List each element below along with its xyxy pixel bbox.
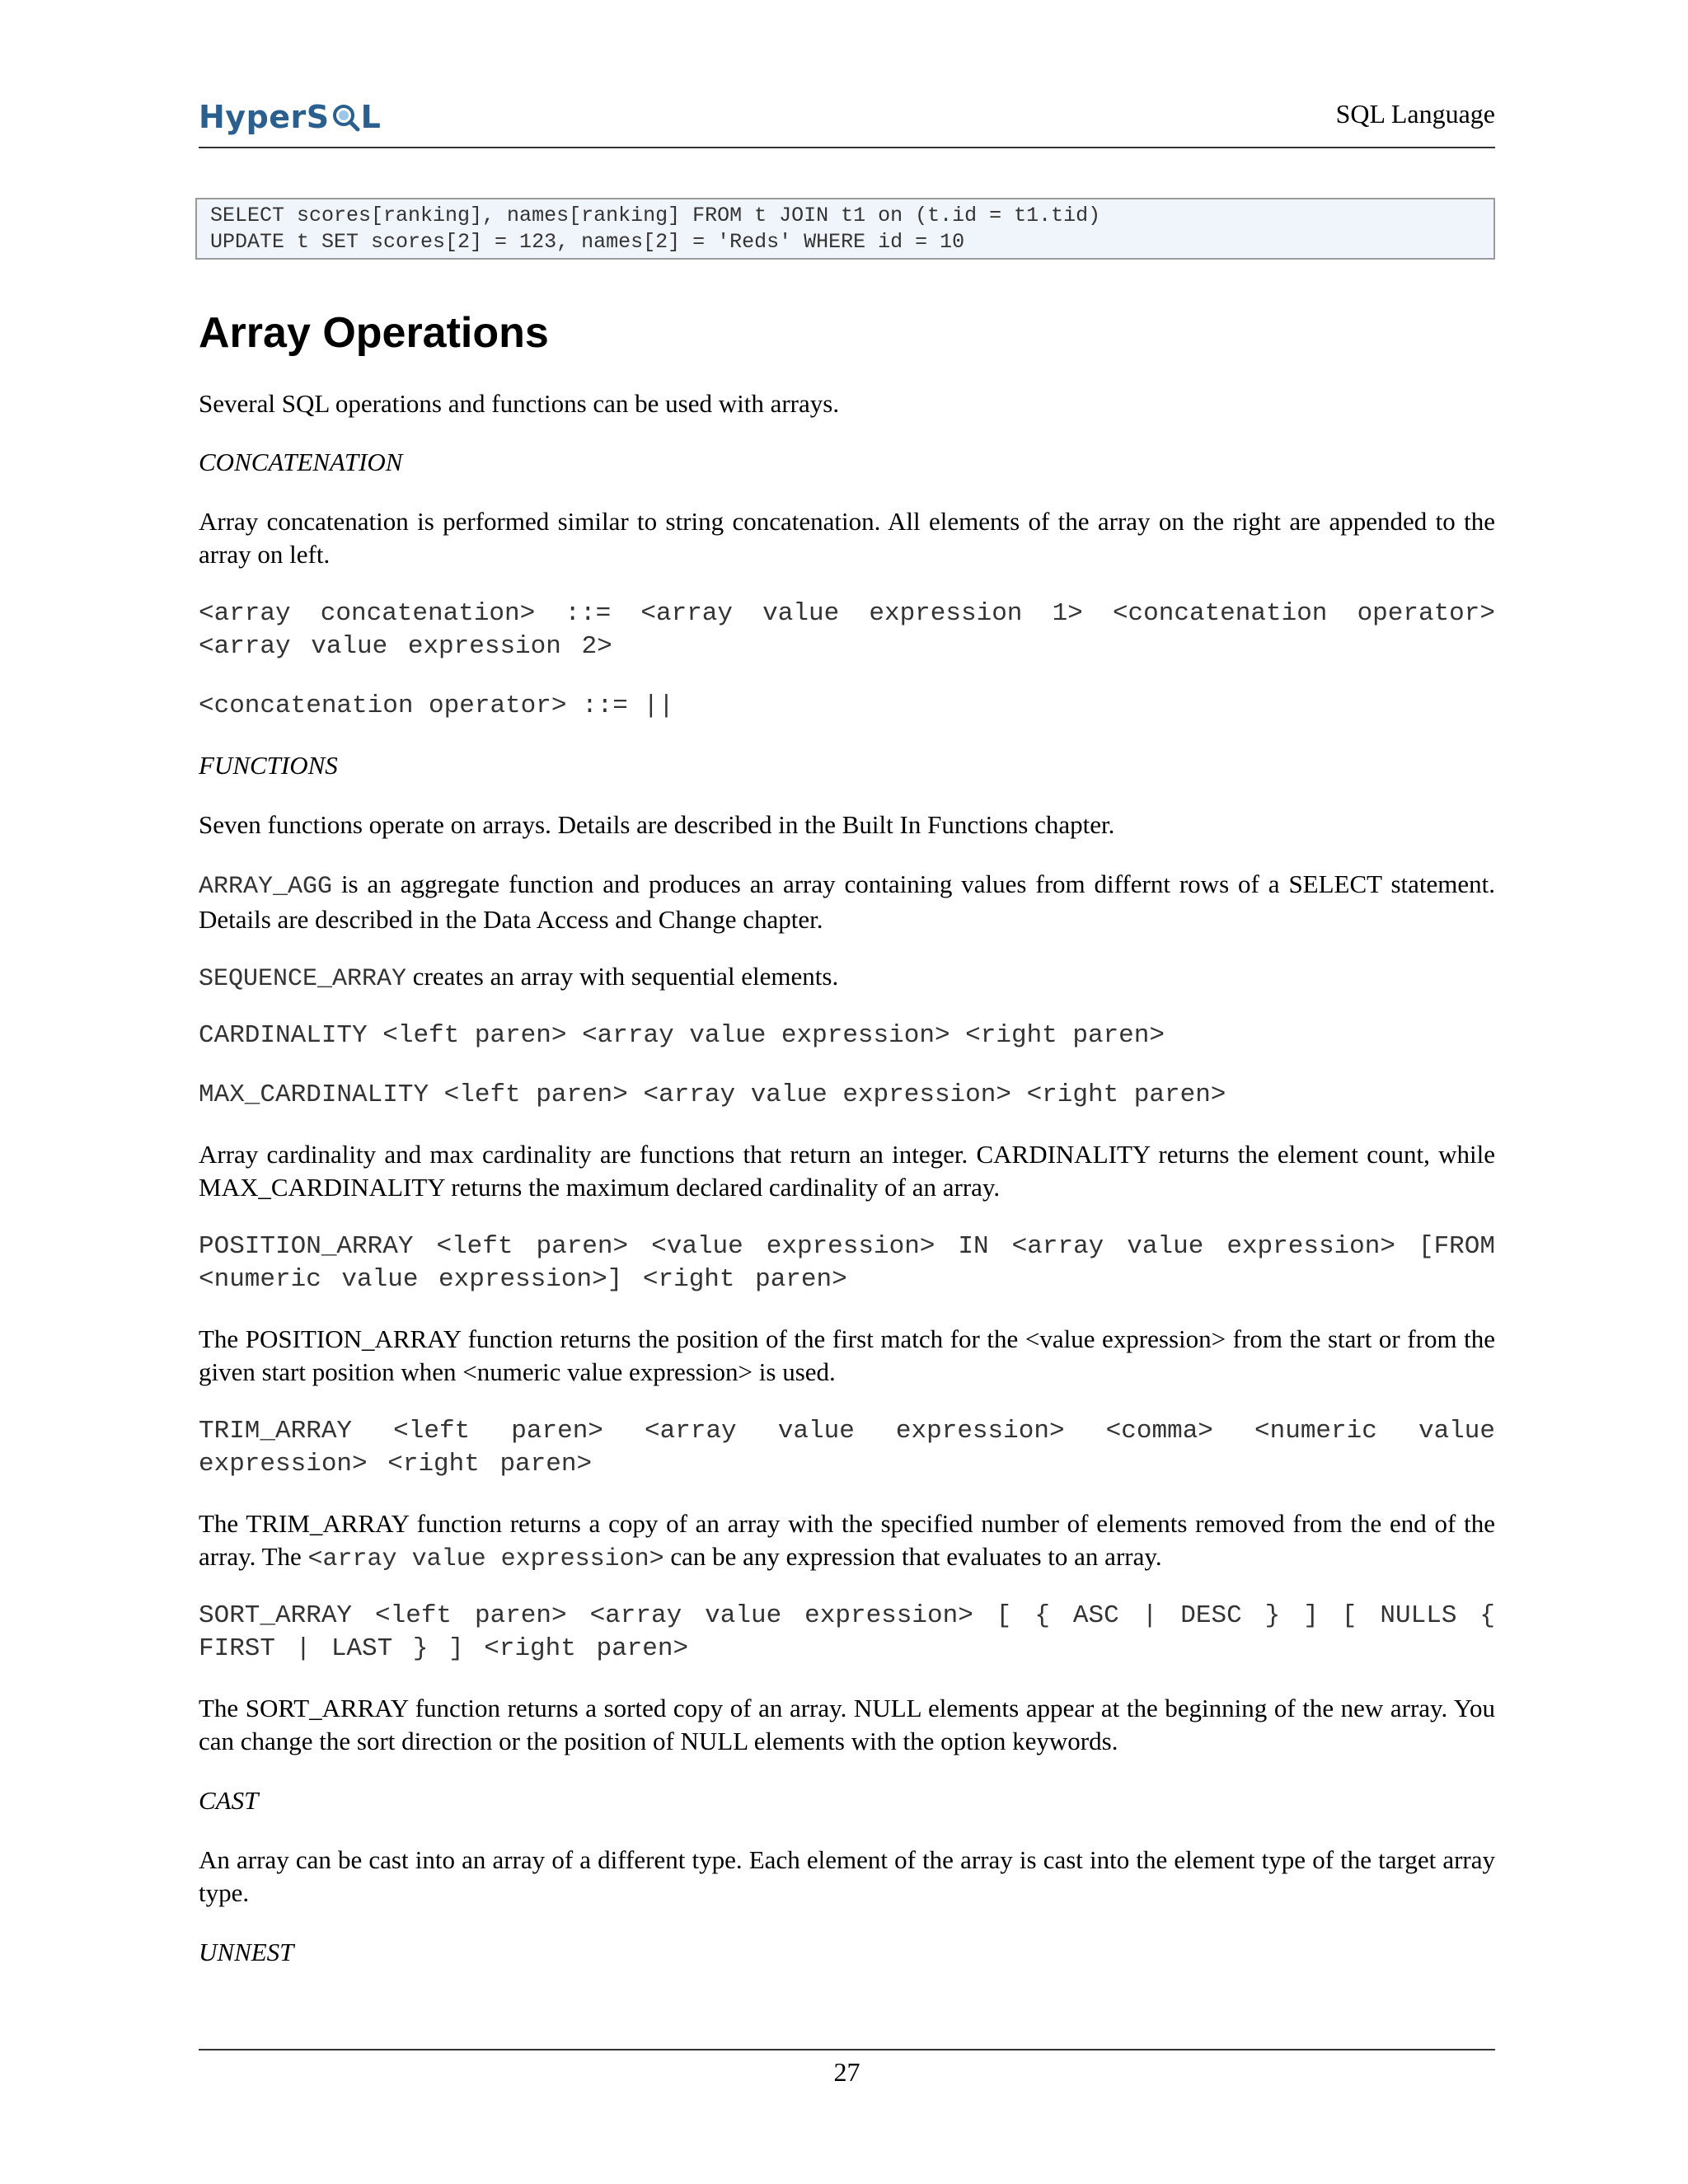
- hypersql-logo: HyperS L: [199, 99, 382, 135]
- sequence-array-paragraph: SEQUENCE_ARRAY creates an array with sequential elements.: [199, 962, 839, 993]
- sequence-array-code: SEQUENCE_ARRAY: [199, 965, 407, 993]
- sort-array-paragraph: The SORT_ARRAY function returns a sorted copy of an array. NULL elements appear at the beginning of the new array. You can change the sort direction or the position of NULL elements with the option keywords.: [199, 1694, 1495, 1755]
- code-line: UPDATE t SET scores[2] = 123, names[2] = 'Reds' WHERE id = 10: [210, 230, 965, 254]
- concatenation-paragraph: Array concatenation is performed similar to string concatenation. All elements of the array on the right are appended to the array on left.: [199, 507, 1495, 569]
- cardinality-syntax: CARDINALITY <left paren> <array value expression> <right paren>: [199, 1021, 1165, 1050]
- functions-paragraph: Seven functions operate on arrays. Details are described in the Built In Functions chapter.: [199, 810, 1115, 839]
- unnest-heading: UNNEST: [199, 1938, 294, 1966]
- concatenation-syntax: <array concatenation> ::= <array value expression 1> <concatenation operator> <array value expression 2>: [199, 599, 1495, 661]
- page-header: [199, 92, 1495, 148]
- array-agg-paragraph: ARRAY_AGG is an aggregate function and produces an array containing values from differnt rows of a SELECT statement. Details are described in the Data Access and Change chapter.: [199, 869, 1495, 934]
- array-value-expression-code: <array value expression>: [307, 1545, 664, 1573]
- array-agg-code: ARRAY_AGG: [199, 873, 333, 901]
- cast-paragraph: An array can be cast into an array of a different type. Each element of the array is cast into the element type of the target array type.: [199, 1845, 1495, 1907]
- trim-array-syntax: TRIM_ARRAY <left paren> <array value expression> <comma> <numeric value expression> <right paren>: [199, 1417, 1495, 1479]
- code-line: SELECT scores[ranking], names[ranking] FROM t JOIN t1 on (t.id = t1.tid): [210, 204, 1101, 227]
- cast-heading: CAST: [199, 1786, 259, 1815]
- section-title: Array Operations: [199, 309, 549, 357]
- magnifier-icon: [331, 102, 360, 132]
- intro-paragraph: Several SQL operations and functions can be used with arrays.: [199, 389, 840, 418]
- max-cardinality-syntax: MAX_CARDINALITY <left paren> <array value expression> <right paren>: [199, 1080, 1226, 1109]
- header-section-title: SQL Language: [1335, 99, 1495, 129]
- trim-array-paragraph: The TRIM_ARRAY function returns a copy of an array with the specified number of elements removed from the end of the array. The <array value expression> can be any expression that evaluates to an array.: [199, 1509, 1495, 1573]
- concatenation-heading: CONCATENATION: [199, 448, 403, 476]
- page-number: 27: [833, 2057, 860, 2087]
- position-array-paragraph: The POSITION_ARRAY function returns the position of the first match for the <value expression> from the start or from the given start position when <numeric value expression> is used.: [199, 1324, 1495, 1386]
- page-footer: [199, 2049, 1495, 2088]
- functions-heading: FUNCTIONS: [199, 751, 338, 780]
- concatenation-operator-syntax: <concatenation operator> ::= ||: [199, 691, 674, 720]
- code-block: [195, 198, 1495, 260]
- position-array-syntax: POSITION_ARRAY <left paren> <value expression> IN <array value expression> [FROM <numeric value expression>] <right paren>: [199, 1232, 1495, 1294]
- cardinality-paragraph: Array cardinality and max cardinality are functions that return an integer. CARDINALITY returns the element count, while MAX_CARDINALITY returns the maximum declared cardinality of an array.: [199, 1140, 1495, 1202]
- sort-array-syntax: SORT_ARRAY <left paren> <array value expression> [ { ASC | DESC } ] [ NULLS { FIRST | LAST } ] <right paren>: [199, 1601, 1495, 1663]
